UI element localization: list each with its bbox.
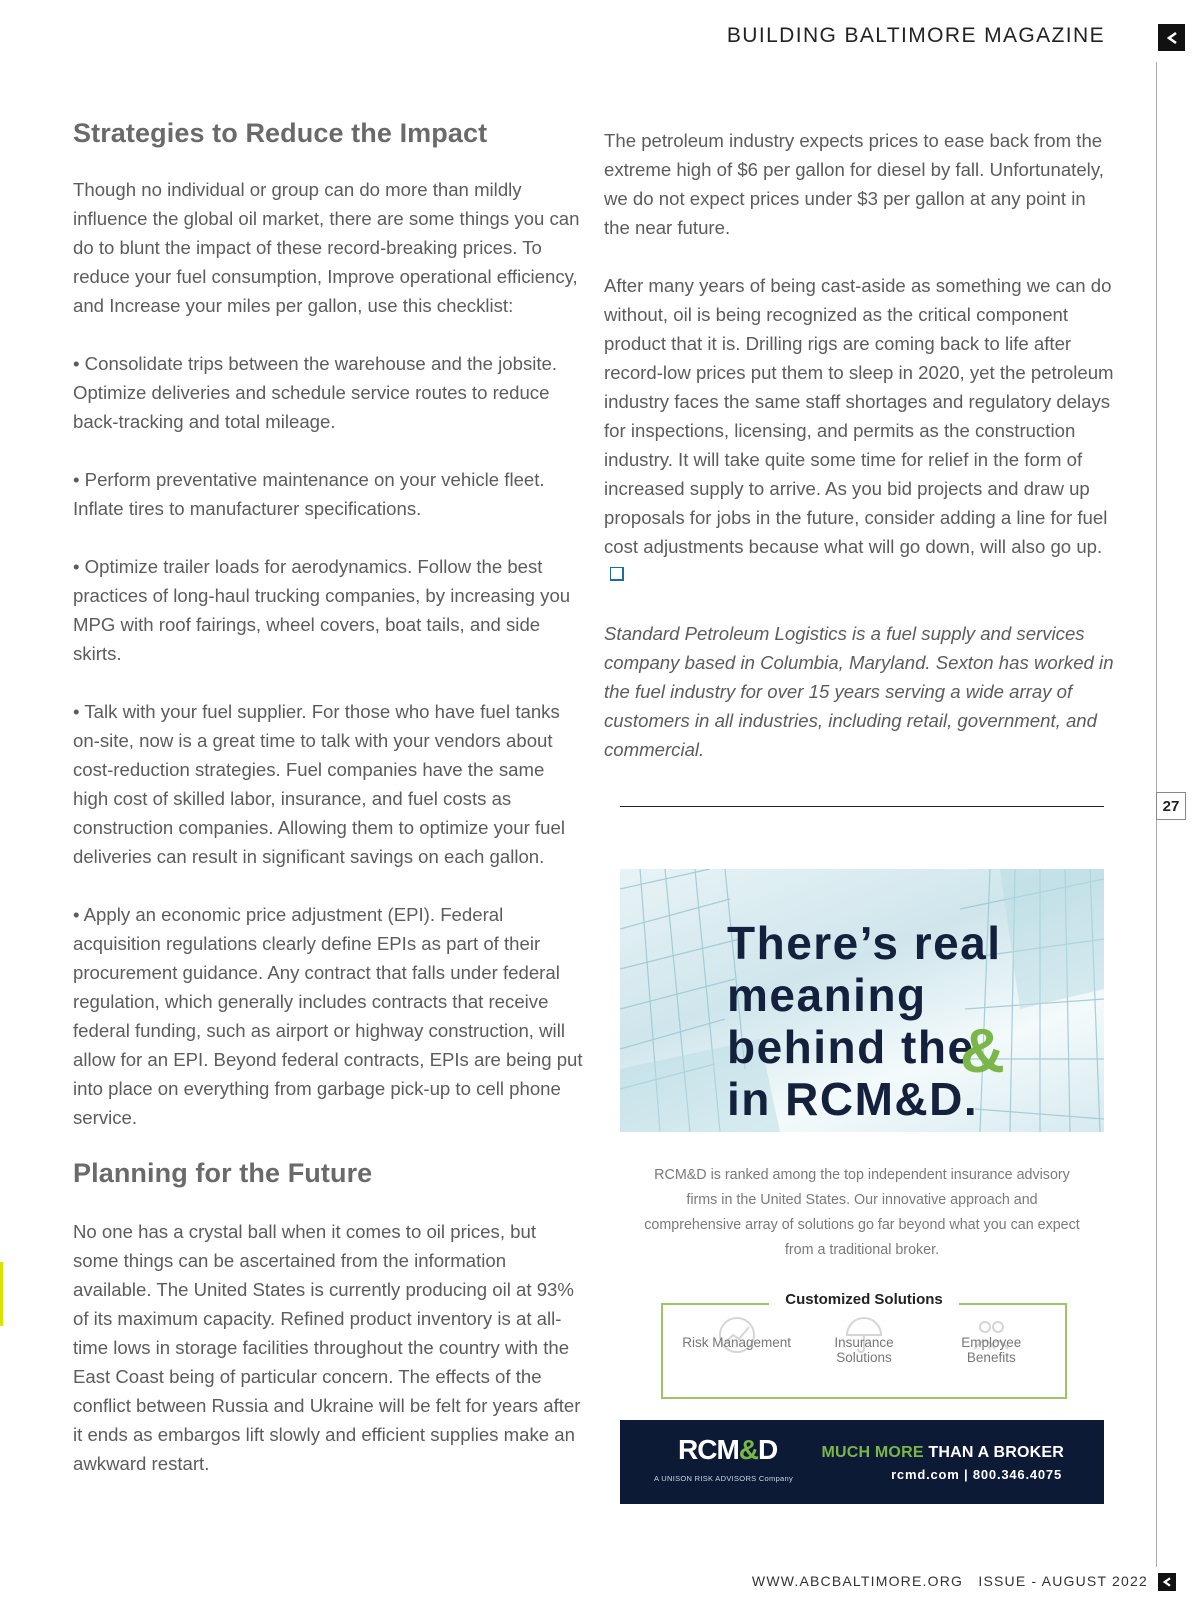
footer-site-link[interactable]: WWW.ABCBALTIMORE.ORG (751, 1573, 964, 1589)
body-paragraph: The petroleum industry expects prices to ease back from the extreme high of $6 per gallon for diesel by fall. Unfortunately, we do not expect prices under $3 per gallon at any point in the near future. (604, 130, 1104, 238)
footer-issue: ISSUE - AUGUST 2022 (978, 1573, 1148, 1589)
checklist-item: • Optimize trailer loads for aerodynamics. Follow the best practices of long-haul trucking companies, by increasing you MPG with roof fairings, wheel covers, boat tails, and side skirts. (73, 556, 571, 664)
back-nav-button[interactable] (1158, 24, 1185, 51)
logo-subtitle: A UNISON RISK ADVISORS Company (654, 1474, 794, 1483)
ad-headline-line: behind the (727, 1021, 975, 1073)
solutions-title: Customized Solutions (769, 1291, 959, 1308)
planning-paragraph: No one has a crystal ball when it comes to oil prices, but some things can be ascertained from the information available. The United States is currently producing oil at 93% of its maximum capacity. Refined product inventory is at all-time lows in storage facilities throughout the country with the East Coast being of particular concern. The effects of the conflict between Russia and Ukraine will be felt for years after it ends as embargos lift slowly and efficient supplies make an awkward restart. (73, 1221, 581, 1474)
right-column (604, 126, 1114, 793)
ad-headline-line: in RCM&D. (727, 1073, 979, 1125)
body-paragraph-ending (604, 271, 1114, 590)
solution-risk-management[interactable] (682, 1335, 792, 1365)
page-footer (752, 1573, 1148, 1589)
checklist-item: • Consolidate trips between the warehouse and the jobsite. Optimize deliveries and schedule service routes to reduce back-tracking and total mileage. (73, 353, 558, 432)
ampersand-accent: & (960, 1017, 1005, 1086)
rcmd-logo: RCM&D (678, 1434, 778, 1465)
section-divider (620, 806, 1104, 807)
ad-headline-line: There’s real (727, 917, 1002, 969)
intro-paragraph: Though no individual or group can do more than mildly influence the global oil market, there are some things you can do to blunt the impact of these record-breaking prices. To reduce your fuel consumption, Improve operational efficiency, and Increase your miles per gallon, use this checklist: (73, 179, 580, 316)
checklist-item: • Apply an economic price adjustment (EPI). Federal acquisition regulations clearly define EPIs as part of their procurement guidance. Any contract that falls under federal regulation, which generally includes contracts that receive federal funding, such as airport or highway construction, will allow for an EPI. Beyond federal contracts, EPIs are being put into place on everything from garbage pick-up to cell phone service. (73, 904, 583, 1128)
ad-hero-image[interactable] (620, 869, 1104, 1132)
section-heading-planning: Planning for the Future (73, 1158, 373, 1188)
customized-solutions-box (661, 1291, 1067, 1399)
solution-label: Risk Management (682, 1335, 792, 1350)
section-heading-strategies: Strategies to Reduce the Impact (73, 118, 488, 148)
solutions-list (663, 1335, 1065, 1365)
chevron-left-icon (1164, 30, 1180, 46)
margin-highlight-mark (0, 1262, 3, 1326)
checklist-item: • Perform preventative maintenance on your vehicle fleet. Inflate tires to manufacturer specifications. (73, 469, 545, 519)
ad-headline-line: meaning (727, 969, 927, 1021)
back-nav-button-footer[interactable] (1158, 1573, 1176, 1591)
solution-label: Insurance Solutions (834, 1335, 894, 1365)
end-of-article-icon (610, 567, 624, 581)
ad-tagline: MUCH MORE THAN A BROKER (821, 1444, 1064, 1461)
checklist-item: • Talk with your fuel supplier. For those who have fuel tanks on-site, now is a great time to talk with your vendors about cost-reduction strategies. Fuel companies have the same high cost of skilled labor, insurance, and fuel costs as construction companies. Allowing them to optimize your fuel deliveries can result in significant savings on each gallon. (73, 701, 565, 867)
chevron-left-icon (1161, 1576, 1173, 1588)
left-column (73, 118, 583, 1507)
solution-employee-benefits[interactable] (936, 1335, 1046, 1365)
ad-description: RCM&D is ranked among the top independent insurance advisory firms in the United States. Our innovative approach and comprehensive array of solutions go far beyond what you can expect from a traditional broker. (644, 1167, 1080, 1258)
ad-brand-banner[interactable] (620, 1420, 1104, 1504)
publication-title: BUILDING BALTIMORE MAGAZINE (726, 24, 1105, 47)
author-bio: Standard Petroleum Logistics is a fuel supply and services company based in Columbia, Maryland. Sexton has worked in the fuel industry for over 15 years serving a wide array of customers in all industries, including retail, government, and commercial. (604, 623, 1114, 760)
solution-insurance[interactable] (809, 1335, 919, 1365)
ad-contact: rcmd.com | 800.346.4075 (891, 1467, 1062, 1482)
body-paragraph-text: After many years of being cast-aside as something we can do without, oil is being recognized as the critical component product that it is. Drilling rigs are coming back to life after record-low prices put them to sleep in 2020, yet the petroleum industry faces the same staff shortages and regulatory delays for inspections, licensing, and permits as the construction industry. It will take quite some time for relief in the form of increased supply to arrive. As you bid projects and draw up proposals for jobs in the future, consider adding a line for fuel cost adjustments because what will go down, will also go up. (604, 275, 1114, 557)
solution-label: Employee Benefits (961, 1335, 1022, 1365)
page-number: 27 (1156, 792, 1186, 820)
